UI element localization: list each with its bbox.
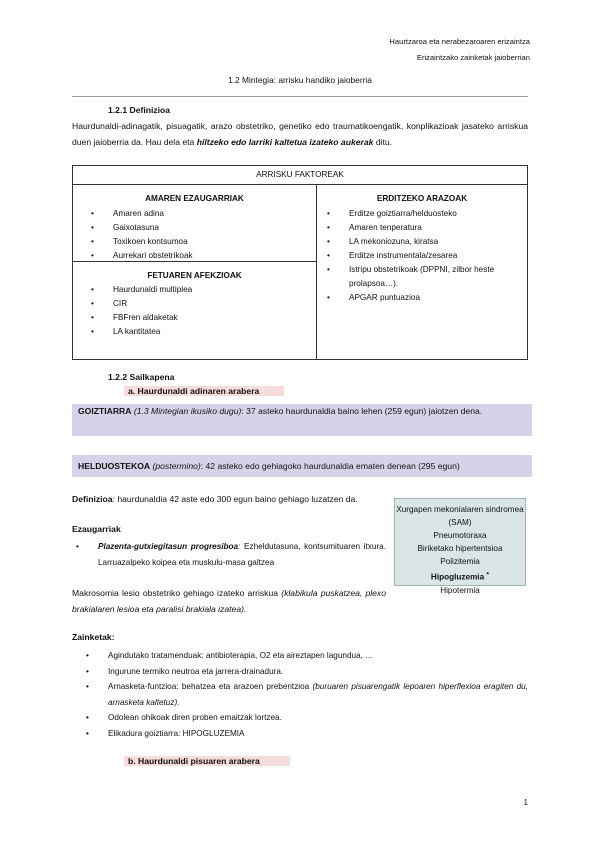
table-vertical-divider — [316, 184, 317, 359]
list-item: • Toxikoen kontsumoa — [87, 235, 193, 249]
maternal-heading: AMAREN EZAUGARRIAK — [145, 194, 244, 203]
subsection-b: b. Haurdunaldi pisuaren arabera — [124, 756, 290, 766]
header-line-1: Haurtzaroa eta nerabezaroaren erizaintza — [389, 37, 530, 46]
helduostekoa-box: HELDUOSTEKOA (postermino): 42 asteko edo gehiagoko haurdunaldia ematen denean (295 egun) — [72, 455, 532, 477]
complication-item: Pneumotoraxa — [433, 531, 487, 540]
zainketak-heading: Zainketak: — [72, 632, 115, 642]
definition-heading: 1.2.1 Definizioa — [108, 105, 171, 115]
running-header — [389, 36, 530, 64]
list-item: • Elikadura goiztiarra: HIPOGLUZEMIA — [82, 726, 528, 742]
classification-heading: 1.2.2 Sailkapena — [108, 372, 175, 382]
title-divider — [72, 96, 528, 97]
list-item: • CIR — [87, 297, 192, 311]
list-item: • Gaixotasuna — [87, 221, 193, 235]
list-item: • Erditze instrumentala/zesarea — [323, 249, 521, 263]
postterm-definition: Definizioa: haurdunaldia 42 aste edo 300 egun baino gehiago luzatzen da. — [72, 494, 358, 504]
complications-box — [394, 498, 526, 595]
list-item: • Amaren tenperatura — [323, 221, 521, 235]
goiztiarra-box: GOIZTIARRA (1.3 Mintegian ikusiko dugu): 37 asteko haurdunaldia baino lehen (259 egun) jaiotzen dena. — [72, 404, 532, 436]
section-title: 1.2 Mintegia: arrisku handiko jaioberria — [228, 75, 372, 85]
complication-item: Xurgapen mekonialaren sindromea (SAM) — [396, 505, 524, 527]
list-item: • Plazenta-gutxiegitasun progresiboa: Ezheldutasuna, kontsumituaren itxura. Larruazalpeko koipea eta muskulu-masa galtzea — [72, 539, 386, 570]
fetal-list — [87, 283, 192, 339]
care-list — [82, 648, 528, 741]
complication-item-bold: Hipogluzemia * — [430, 571, 490, 582]
goiztiarra-label: GOIZTIARRA — [78, 406, 132, 416]
birth-heading: ERDITZEKO ARAZOAK — [376, 194, 468, 203]
risk-table-title: ARRISKU FAKTOREAK — [73, 166, 527, 185]
helduostekoa-label: HELDUOSTEKOA — [78, 461, 151, 471]
risk-factors-table — [72, 165, 528, 360]
page-number: 1 — [523, 798, 528, 807]
list-item: • LA mekoniozuna, kiratsa — [323, 235, 521, 249]
list-item: • Amaren adina — [87, 207, 193, 221]
maternal-list — [87, 207, 193, 263]
list-item: • Odolean ohikoak diren proben emaitzak lortzea. — [82, 710, 528, 726]
ezaugarriak-heading: Ezaugarriak — [72, 524, 121, 534]
subsection-a: a. Haurdunaldi adinaren arabera — [124, 386, 284, 396]
list-item: • Istripu obstetrikoak (DPPNI, zilbor heste prolapsoa…). — [323, 263, 521, 291]
list-item: • Haurdunaldi multiplea — [87, 283, 192, 297]
list-item: • Erditze goiztiarra/helduosteko — [323, 207, 521, 221]
complication-item: Polizitemia — [440, 557, 480, 566]
definition-emphasis: hiltzeko edo larriki kaltetua izateko aukerak — [196, 136, 374, 147]
complication-item: Biriketako hipertentsioa — [417, 544, 503, 553]
complication-item: Hipotermia — [440, 585, 480, 595]
list-item: • LA kantitatea — [87, 325, 192, 339]
list-item: • Aurrekari obstetrikoak — [87, 249, 193, 263]
list-item: • Agindutako tratamenduak: antibioterapia, O2 eta aireztapen lagundua, … — [82, 648, 528, 664]
list-item: • Ingurune termiko neutroa eta jarrera-drainadura. — [82, 664, 528, 680]
definition-text: Haurdunaldi-adinagatik, pisuagatik, arazo obstetriko, genetiko edo traumatikoengatik, konplikazioak jasateko arriskua duen jaioberria da. Hau dela eta hiltzeko edo larriki kaltetua izateko aukerak ditu. — [72, 121, 528, 147]
list-item: • FBFren aldaketak — [87, 311, 192, 325]
makrosomia-text: Makrosomia lesio obstetriko gehiago izateko arriskua (klabikula puskatzea, plexo brakialaren lesioa eta paralisi brakiala izatea). — [72, 588, 386, 614]
fetal-heading: FETUAREN AFEKZIOAK — [147, 271, 242, 280]
list-item: • APGAR puntuazioa — [323, 291, 521, 305]
birth-list — [323, 207, 521, 305]
list-item: • Arnasketa-funtzioa: behatzea eta arazoen prebentzioa (buruaren pisuarengatik lepoaren hiperflexioa eragiten du, arnasketa kaltetuz). — [82, 679, 528, 710]
header-line-2: Erizaintzako zainketak jaioberrian — [416, 53, 530, 62]
characteristics-list — [72, 539, 386, 570]
